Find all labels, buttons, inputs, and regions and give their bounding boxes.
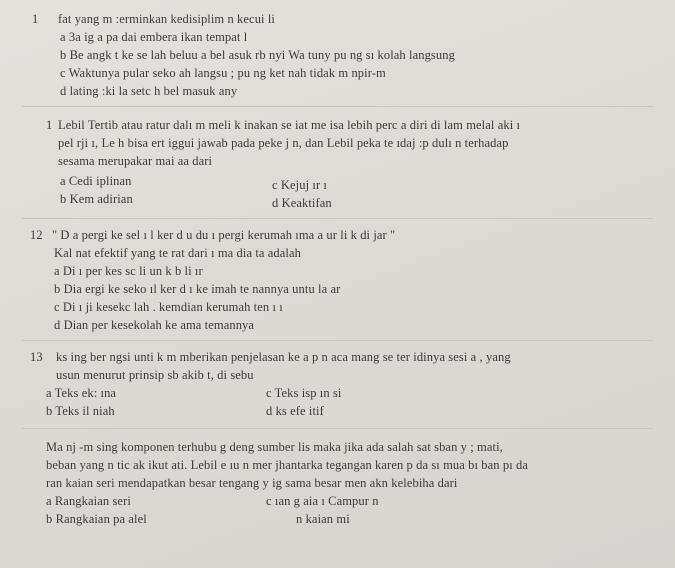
question-4-text-line-2: usun menurut prinsip sb akib t, di sebu [56,368,254,382]
question-4-option-a: a Teks ek: ına [46,386,117,400]
question-5-option-c: c ıan g aia ı Campur n [266,494,379,508]
section-divider [22,106,653,107]
question-1-option-d: d lating :ki la setc h bel masuk any [60,84,238,98]
question-3-option-b: b Dia ergi ke seko ıl ker d ı ke imah te nannya untu la ar [54,282,341,296]
question-1-option-b: b Be angk t ke se lah beluu a bel asuk rb nyi Wa tuny pu ng sı kolah langsung [60,48,455,62]
question-2-text-line-1: Lebil Tertib atau ratur dalı m meli k inakan se iat me isa lebih perc a diri di lam melal aki ı [58,118,521,132]
question-5-text-line-2: beban yang n tic ak ikut ati. Lebil e ıu n mer jhantarka tegangan karen p da sı mua bı ban pı da [46,458,529,472]
question-3-text-line-1: " D a pergi ke sel ı l ker d u du ı pergi kerumah ıma a ur li k di jar " [52,228,396,242]
question-5-option-a: a Rangkaian seri [46,494,131,508]
question-2-option-a: a Cedi iplinan [60,174,132,188]
question-3-number: 12 [30,228,43,242]
question-2-option-c: c Kejuj ır ı [272,178,328,192]
question-3-option-c: c Di ı ji kesekc lah . kemdian kerumah ten ı ı [54,300,283,314]
section-divider [22,218,653,219]
question-4-option-d: d ks efe itif [266,404,324,418]
question-5-option-b: b Rangkaian pa alel [46,512,147,526]
question-4-option-c: c Teks isp ın si [266,386,342,400]
question-3-option-d: d Dian per kesekolah ke ama temannya [54,318,255,332]
question-2-option-b: b Kem adirian [60,192,133,206]
question-5-option-d: n kaian mi [296,512,350,526]
question-2-text-line-2: pel rji ı, Le h bisa ert iggui jawab pada peke j n, dan Lebil peka te ıdaj :p dulı n terhadap [58,136,509,150]
question-3-text-line-2: Kal nat efektif yang te rat dari ı ma dia ta adalah [54,246,302,260]
question-2-number: 1 [46,118,53,132]
section-divider [22,340,653,341]
question-4-number: 13 [30,350,43,364]
question-5-text-line-3: ran kaian seri mendapatkan besar tengang y ig sama besar men akn kelebiha dari [46,476,458,490]
question-2-text-line-3: sesama merupakar mai aa dari [58,154,213,168]
question-3-option-a: a Di ı per kes sc li un k b li ır [54,264,203,278]
question-4-option-b: b Teks il niah [46,404,115,418]
section-divider [22,428,653,429]
question-1-text: fat yang m :erminkan kedisiplim n kecui li [58,12,275,26]
question-2-option-d: d Keaktifan [272,196,332,210]
question-1-option-a: a 3a ig a pa dai embera ikan tempat l [60,30,248,44]
question-5-text-line-1: Ma nj -m sing komponen terhubu g deng sumber lis maka jika ada salah sat sban y ; mati, [46,440,503,454]
question-4-text-line-1: ks ing ber ngsi unti k m mberikan penjelasan ke a p n aca mang se ter idinya sesi a , yang [56,350,511,364]
question-1-option-c: c Waktunya pular seko ah langsu ; pu ng ket nah tidak m npir-m [60,66,386,80]
question-1-number: 1 [32,12,39,26]
